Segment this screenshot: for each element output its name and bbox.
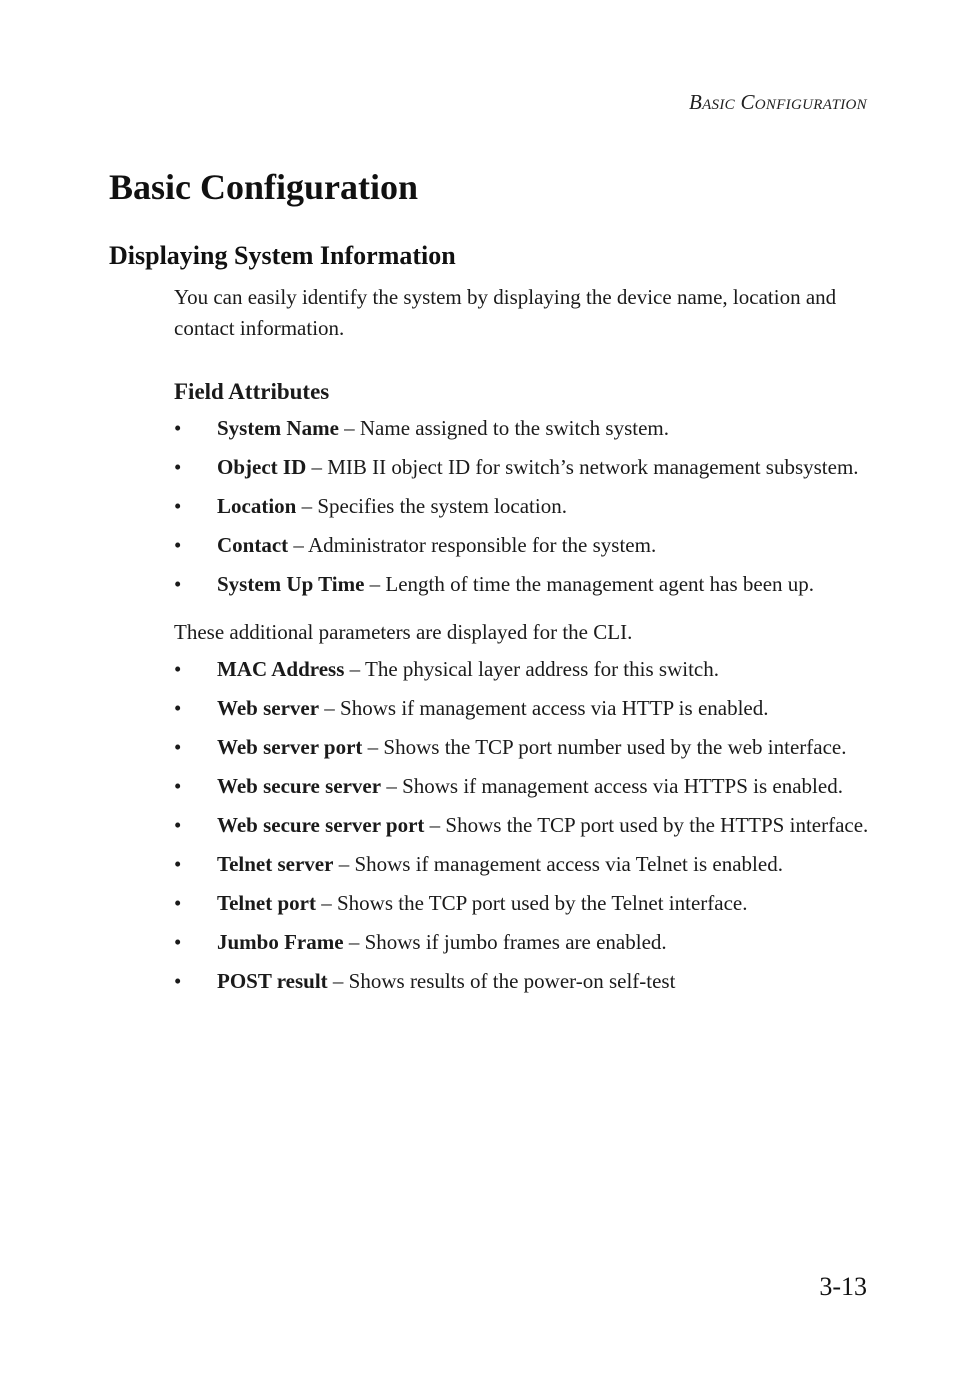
bullet-icon: • xyxy=(174,657,182,681)
parameter-description: – Shows if jumbo frames are enabled. xyxy=(343,930,667,954)
attribute-term: System Up Time xyxy=(217,572,365,596)
list-item xyxy=(174,569,874,600)
list-item xyxy=(174,810,874,841)
attribute-description: – Name assigned to the switch system. xyxy=(338,416,670,440)
list-item xyxy=(174,771,874,802)
cli-intro: These additional parameters are displayed for the CLI. xyxy=(174,620,633,644)
bullet-icon: • xyxy=(174,813,182,837)
page-title: Basic Configuration xyxy=(109,167,419,207)
bullet-icon: • xyxy=(174,735,182,759)
list-item xyxy=(174,491,874,522)
list-item xyxy=(174,888,874,919)
list-item xyxy=(174,452,874,483)
attribute-description: – Length of time the management agent has been up. xyxy=(364,572,815,596)
parameter-term: Web server xyxy=(217,696,320,720)
bullet-icon: • xyxy=(174,533,182,557)
bullet-icon: • xyxy=(174,852,182,876)
bullet-icon: • xyxy=(174,416,182,440)
section-intro: You can easily identify the system by displaying the device name, location and contact information. xyxy=(174,285,837,340)
parameter-description: – Shows the TCP port used by the HTTPS interface. xyxy=(424,813,869,837)
parameter-description: – Shows if management access via HTTPS is enabled. xyxy=(381,774,843,798)
list-item xyxy=(174,530,874,561)
cli-parameters-list xyxy=(174,654,874,997)
list-item xyxy=(174,732,874,763)
parameter-term: Telnet port xyxy=(217,891,316,915)
parameter-term: MAC Address xyxy=(217,657,345,681)
list-item xyxy=(174,966,874,997)
list-item xyxy=(174,693,874,724)
bullet-icon: • xyxy=(174,455,182,479)
parameter-description: – The physical layer address for this switch. xyxy=(344,657,719,681)
attribute-description: – Specifies the system location. xyxy=(296,494,567,518)
list-item xyxy=(174,849,874,880)
parameter-description: – Shows if management access via HTTP is enabled. xyxy=(319,696,769,720)
bullet-icon: • xyxy=(174,774,182,798)
page-number: 3-13 xyxy=(819,1272,867,1301)
attribute-term: Location xyxy=(217,494,297,518)
attribute-description: – MIB II object ID for switch’s network management subsystem. xyxy=(306,455,859,479)
list-item xyxy=(174,413,874,444)
parameter-term: Telnet server xyxy=(217,852,334,876)
attribute-term: System Name xyxy=(217,416,339,440)
parameter-term: Web secure server port xyxy=(217,813,425,837)
section-title: Displaying System Information xyxy=(109,241,456,270)
attribute-description: – Administrator responsible for the system. xyxy=(288,533,657,557)
parameter-description: – Shows if management access via Telnet is enabled. xyxy=(333,852,783,876)
bullet-icon: • xyxy=(174,494,182,518)
bullet-icon: • xyxy=(174,696,182,720)
bullet-icon: • xyxy=(174,969,182,993)
list-item xyxy=(174,654,874,685)
field-attributes-list xyxy=(174,413,874,600)
section-body xyxy=(174,282,874,1005)
parameter-term: Web server port xyxy=(217,735,363,759)
bullet-icon: • xyxy=(174,891,182,915)
parameter-term: Web secure server xyxy=(217,774,382,798)
field-attributes-title: Field Attributes xyxy=(174,379,330,404)
parameter-description: – Shows results of the power-on self-test xyxy=(327,969,676,993)
running-header: Basic Configuration xyxy=(688,90,867,114)
parameter-term: POST result xyxy=(217,969,328,993)
parameter-term: Jumbo Frame xyxy=(217,930,344,954)
bullet-icon: • xyxy=(174,930,182,954)
attribute-term: Contact xyxy=(217,533,289,557)
attribute-term: Object ID xyxy=(217,455,307,479)
parameter-description: – Shows the TCP port number used by the web interface. xyxy=(362,735,847,759)
parameter-description: – Shows the TCP port used by the Telnet interface. xyxy=(315,891,748,915)
list-item xyxy=(174,927,874,958)
bullet-icon: • xyxy=(174,572,182,596)
